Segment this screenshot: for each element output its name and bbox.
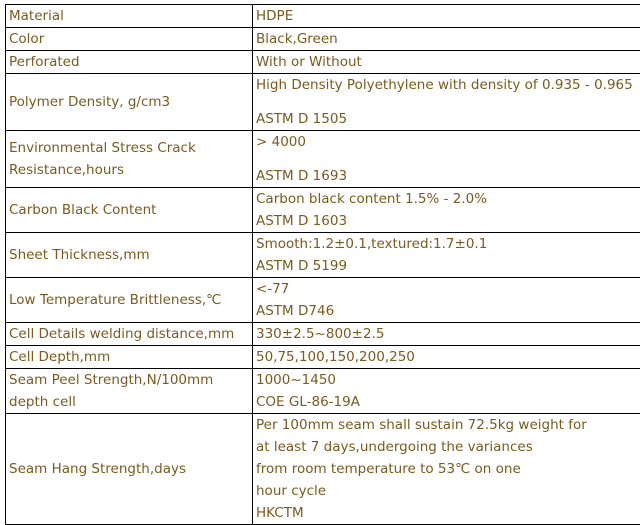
table-row	[6, 74, 640, 131]
value-cell	[253, 346, 640, 369]
property-label: depth cell	[9, 391, 249, 413]
property-cell	[6, 51, 253, 74]
value-text: at least 7 days,undergoing the variances	[256, 436, 640, 458]
value-text: hour cycle	[256, 480, 640, 502]
property-label: Cell Details welding distance,mm	[9, 326, 234, 342]
table-row	[6, 414, 640, 525]
property-cell	[6, 414, 253, 525]
table-row	[6, 369, 640, 414]
value-text: High Density Polyethylene with density of 0.935 - 0.965	[256, 74, 640, 96]
value-text: 1000~1450	[256, 369, 640, 391]
standard-text: COE GL-86-19A	[256, 391, 640, 413]
table-row	[6, 323, 640, 346]
value-cell	[253, 28, 640, 51]
table-row	[6, 28, 640, 51]
line-gap	[256, 96, 640, 108]
value-text: Carbon black content 1.5% - 2.0%	[256, 188, 640, 210]
property-cell	[6, 5, 253, 28]
property-cell	[6, 369, 253, 414]
value-text: Per 100mm seam shall sustain 72.5kg weight for	[256, 414, 640, 436]
value-text: from room temperature to 53℃ on one	[256, 458, 640, 480]
property-label: Color	[9, 31, 44, 47]
standard-text: ASTM D 1603	[256, 210, 640, 232]
value-cell	[253, 51, 640, 74]
standard-text: ASTM D 5199	[256, 255, 640, 277]
value-text: > 4000	[256, 131, 640, 153]
table-row	[6, 131, 640, 188]
value-text: Black,Green	[256, 28, 640, 50]
value-cell	[253, 278, 640, 323]
value-cell	[253, 74, 640, 131]
table-row	[6, 51, 640, 74]
property-cell	[6, 28, 253, 51]
value-cell	[253, 323, 640, 346]
value-cell	[253, 188, 640, 233]
table-row	[6, 5, 640, 28]
value-cell	[253, 131, 640, 188]
property-label: Polymer Density, g/cm3	[9, 94, 170, 110]
property-cell	[6, 233, 253, 278]
property-label: Sheet Thickness,mm	[9, 247, 150, 263]
property-label: Perforated	[9, 54, 80, 70]
property-cell	[6, 346, 253, 369]
value-text: HDPE	[256, 5, 640, 27]
table-row	[6, 346, 640, 369]
standard-text: ASTM D 1505	[256, 108, 640, 130]
value-text: <-77	[256, 278, 640, 300]
value-cell	[253, 369, 640, 414]
property-label: Seam Hang Strength,days	[9, 461, 186, 477]
property-label: Seam Peel Strength,N/100mm	[9, 369, 249, 391]
value-cell	[253, 5, 640, 28]
value-text: Smooth:1.2±0.1,textured:1.7±0.1	[256, 233, 640, 255]
table-row	[6, 233, 640, 278]
value-cell	[253, 233, 640, 278]
value-text: With or Without	[256, 51, 640, 73]
table-row	[6, 188, 640, 233]
property-label: Resistance,hours	[9, 159, 249, 181]
property-cell	[6, 323, 253, 346]
property-cell	[6, 131, 253, 188]
property-label: Carbon Black Content	[9, 202, 156, 218]
line-gap	[256, 153, 640, 165]
property-cell	[6, 278, 253, 323]
value-text: 330±2.5~800±2.5	[256, 323, 640, 345]
standard-text: ASTM D 1693	[256, 165, 640, 187]
property-cell	[6, 74, 253, 131]
property-label: Material	[9, 8, 64, 24]
standard-text: HKCTM	[256, 502, 640, 524]
property-label: Cell Depth,mm	[9, 349, 110, 365]
property-cell	[6, 188, 253, 233]
property-label: Low Temperature Brittleness,℃	[9, 292, 221, 308]
property-label: Environmental Stress Crack	[9, 137, 249, 159]
table-row	[6, 278, 640, 323]
value-text: 50,75,100,150,200,250	[256, 346, 640, 368]
standard-text: ASTM D746	[256, 300, 640, 322]
specification-table	[5, 4, 640, 525]
value-cell	[253, 414, 640, 525]
